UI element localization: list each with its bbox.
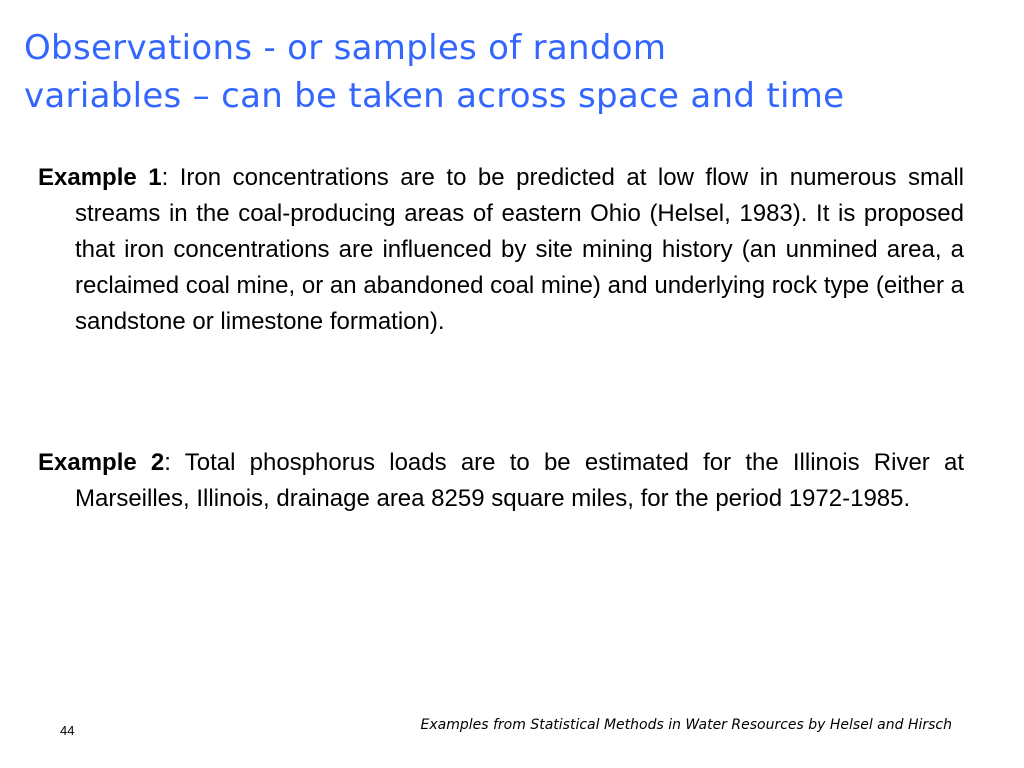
example-2-text: : Total phosphorus loads are to be estimated for the Illinois River at Marseilles, Illinois, drainage area 8259 square miles, for the period 1972-1985. bbox=[75, 449, 965, 512]
slide-title-line-1: Observations - or samples of random bbox=[24, 28, 667, 68]
example-2-label: Example 2 bbox=[38, 449, 165, 476]
footer-citation: Examples from Statistical Methods in Water Resources by Helsel and Hirsch bbox=[420, 717, 952, 733]
slide-title bbox=[24, 24, 1014, 120]
example-1-label: Example 1 bbox=[38, 164, 162, 191]
example-2-paragraph bbox=[38, 445, 964, 517]
example-1-text: : Iron concentrations are to be predicted at low flow in numerous small streams in the coal-producing areas of eastern Ohio (Helsel, 1983). It is proposed that iron concentrations are influenced by site mining history (an unmined area, a reclaimed coal mine, or an abandoned coal mine) and underlying rock type (either a sandstone or limestone formation). bbox=[75, 164, 965, 335]
page-number: 44 bbox=[60, 723, 75, 738]
example-1-paragraph bbox=[38, 160, 964, 340]
slide-title-line-2: variables – can be taken across space and time bbox=[24, 76, 845, 116]
